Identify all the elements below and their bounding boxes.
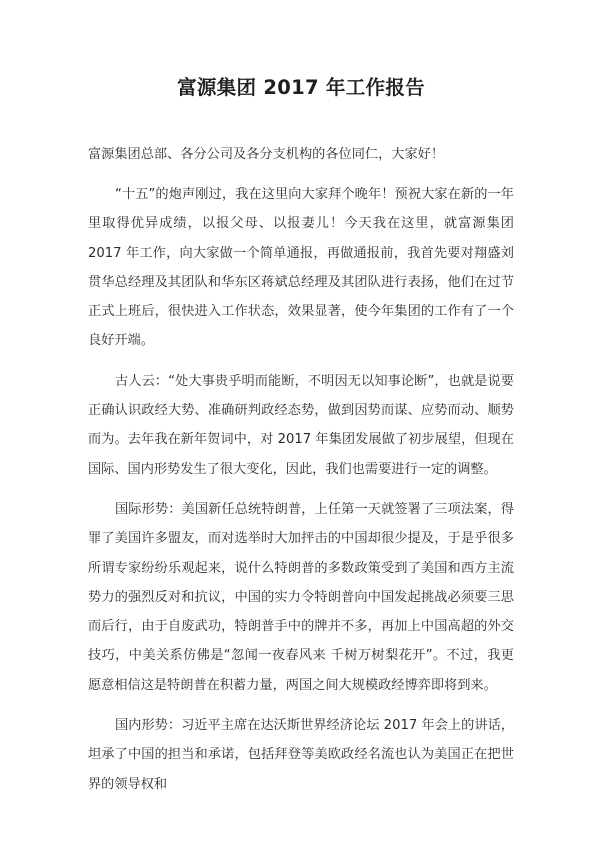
- paragraph-ancient-saying: 古人云：“处大事贵乎明而能断，不明因无以知事论断”，也就是说要正确认识政经大势、准确研判政经态势，做到因势而谋、应势而动、顺势而为。去年我在新年贺词中，对 2017 年集团发展做了初步展望，但现在国际、国内形势发生了很大变化，因此，我们也需要进行一定的调整。: [88, 373, 514, 477]
- document-title: 富源集团 2017 年工作报告: [177, 76, 425, 99]
- paragraph-international-situation: 国际形势：美国新任总统特朗普，上任第一天就签署了三项法案，得罪了美国许多盟友，而对选举时大加抨击的中国却很少提及，于是乎很多所谓专家纷纷乐观起来，说什么特朗普的多数政策受到了美国和西方主流势力的强烈反对和抗议，中国的实力令特朗普向中国发起挑战必须要三思而后行，由于自废武功，特朗普手中的牌并不多，再加上中国高超的外交技巧，中美关系仿佛是“忽闻一夜春风来 千树万树梨花开”。不过，我更愿意相信这是特朗普在积蓄力量，两国之间大规模政经博弈即将到来。: [88, 501, 514, 693]
- paragraph-new-year: “十五”的炮声刚过，我在这里向大家拜个晚年！预祝大家在新的一年里取得优异成绩，以报父母、以报妻儿！今天我在这里，就富源集团 2017 年工作，向大家做一个简单通报，再做通报前，我首先要对翔盛刘贯华总经理及其团队和华东区蒋斌总经理及其团队进行表扬，他们在过节正式上班后，很快进入工作状态，效果显著，使今年集团的工作有了一个良好开端。: [88, 187, 514, 349]
- paragraph-domestic-situation: 国内形势：习近平主席在达沃斯世界经济论坛 2017 年会上的讲话，坦承了中国的担当和承诺，包括拜登等美欧政经名流也认为美国正在把世界的领导权和: [88, 718, 514, 792]
- greeting-line: 富源集团总部、各分公司及各分支机构的各位同仁，大家好！: [88, 147, 445, 162]
